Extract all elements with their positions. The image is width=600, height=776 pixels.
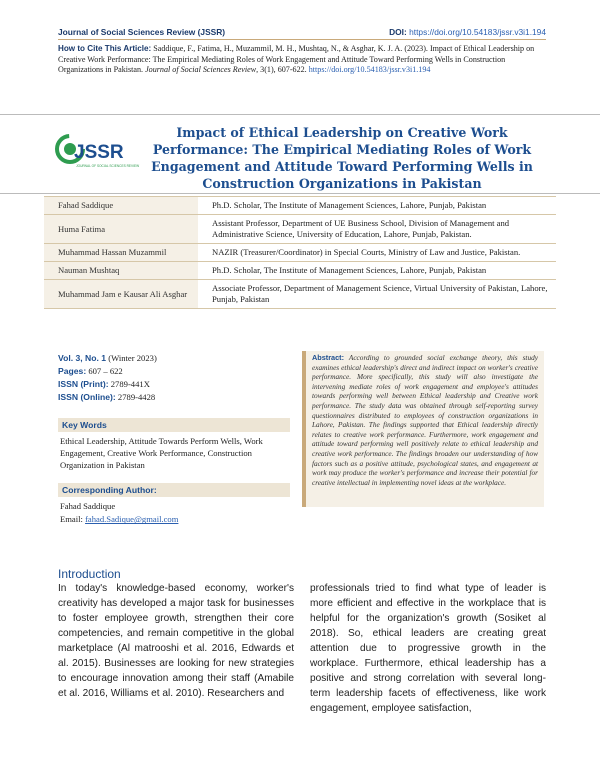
authors-table bbox=[44, 196, 556, 309]
author-affiliation: Assistant Professor, Department of UE Business School, Division of Management and Administrative Science, University of Education, Lahore, Punjab, Pakistan. bbox=[198, 215, 556, 244]
volume-label: Vol. 3, No. 1 bbox=[58, 353, 107, 363]
author-affiliation: Associate Professor, Department of Management Science, Virtual University of Pakistan, Lahore, Punjab, Pakistan bbox=[198, 280, 556, 309]
logo-text: JSSR bbox=[74, 142, 124, 163]
jssr-logo bbox=[54, 125, 140, 181]
article-title: Impact of Ethical Leadership on Creative Work Performance: The Empirical Mediating Roles of Work Engagement and Attitude Toward Performing Wells in Construction Organizations in Pakistan bbox=[151, 125, 533, 191]
author-name: Muhammad Jam e Kausar Ali Asghar bbox=[44, 280, 198, 309]
issn-print-label: ISSN (Print): bbox=[58, 379, 109, 389]
corresponding-info bbox=[58, 497, 290, 526]
author-row bbox=[44, 215, 556, 244]
running-header bbox=[58, 24, 546, 40]
article-meta bbox=[58, 350, 290, 404]
issn-online-label: ISSN (Online): bbox=[58, 392, 116, 402]
logo-subtext: JOURNAL OF SOCIAL SCIENCES REVIEW bbox=[76, 164, 140, 168]
pages-label: Pages: bbox=[58, 366, 87, 376]
citation-block bbox=[58, 44, 548, 76]
citation-link[interactable]: https://doi.org/10.54183/jssr.v3i1.194 bbox=[308, 65, 431, 75]
author-row bbox=[44, 244, 556, 262]
author-affiliation: NAZIR (Treasurer/Coordinator) in Special Courts, Ministry of Law and Justice, Pakistan. bbox=[198, 244, 556, 262]
email-label: Email: bbox=[60, 514, 86, 525]
abstract-label: Abstract: bbox=[312, 353, 345, 362]
author-name: Muhammad Hassan Muzammil bbox=[44, 244, 198, 262]
author-row bbox=[44, 262, 556, 280]
corresponding-name: Fahad Saddique bbox=[60, 501, 116, 512]
citation-label: How to Cite This Article: bbox=[58, 44, 152, 53]
author-affiliation: Ph.D. Scholar, The Institute of Management Sciences, Lahore, Punjab, Pakistan bbox=[198, 197, 556, 215]
pages-value: 607 – 622 bbox=[86, 366, 123, 376]
doi-link[interactable]: https://doi.org/10.54183/jssr.v3i1.194 bbox=[409, 27, 546, 37]
author-row bbox=[44, 197, 556, 215]
keywords-heading: Key Words bbox=[58, 418, 290, 432]
section-heading-introduction: Introduction bbox=[58, 567, 121, 581]
author-name: Nauman Mushtaq bbox=[44, 262, 198, 280]
citation-pages: , 3(1), 607-622. bbox=[256, 65, 307, 75]
author-affiliation: Ph.D. Scholar, The Institute of Management Sciences, Lahore, Punjab, Pakistan bbox=[198, 262, 556, 280]
doi-label: DOI: bbox=[389, 27, 407, 37]
author-row bbox=[44, 280, 556, 309]
doi bbox=[389, 27, 546, 37]
author-name: Huma Fatima bbox=[44, 215, 198, 244]
article-info-column bbox=[58, 350, 290, 526]
author-name: Fahad Saddique bbox=[44, 197, 198, 215]
keywords-text: Ethical Leadership, Attitude Towards Perform Wells, Work Engagement, Creative Work Performance, Construction Organization in Pakistan bbox=[60, 436, 263, 470]
intro-paragraph-right: professionals tried to find what type of leader is more efficient and effective in the workplace that is helpful for the organization's growth (Sosiket al 2018). So, ethical leaders are creating great attention due to progressive growth in the workplace. Furthermore, ethical leadership has a positive and strong correlation with several long-term leadership facets of effectiveness, like work engagement, employee satisfaction, bbox=[310, 583, 546, 714]
title-banner bbox=[0, 114, 600, 194]
journal-name: Journal of Social Sciences Review (JSSR) bbox=[58, 27, 226, 37]
citation-journal: Journal of Social Sciences Review bbox=[145, 65, 257, 75]
intro-paragraph-left: In today's knowledge-based economy, worker's creativity has developed a major task for businesses to foster employee growth, strengthen their core competencies, and remain competitive in the global marketplace (Al matrooshi et al. 2016, Edwards et al. 2015). Businesses are looking for new strategies to encourage innovation among their staff (Amabile et al. 2016, Williams et al. 2010). Researchers and bbox=[58, 583, 294, 699]
abstract-box bbox=[302, 351, 544, 507]
email-link[interactable]: fahad.Sadique@gmail.com bbox=[85, 514, 179, 525]
abstract-text: According to grounded social exchange theory, this study examines ethical leadership's direct and indirect impact on worker's creative performance. More specifically, this study will also investigate the intervening mediate roles of work engagement and employee's attitudes towards performing well between Ethical leadership and Creative work performance. The study data was obtained through self-reporting survey questionnaires distributed to employees of construction organizations in Lahore, Pakistan. The findings supported that Ethical leadership directly relates to creative work performance. Furthermore, work engagement and attitude toward performing well positively relate to ethical leadership and creative work performance. The findings broaden our understanding of how factors such as a positive attitude, psychological states, and engagement at work may produce the worker's performance and increase their potential for creative intellectual in implementing novel ideas at the workplace. bbox=[312, 353, 538, 487]
corresponding-heading: Corresponding Author: bbox=[58, 483, 290, 497]
issn-online-value: 2789-4428 bbox=[115, 392, 156, 402]
issn-print-value: 2789-441X bbox=[108, 379, 150, 389]
volume-value: (Winter 2023) bbox=[106, 353, 157, 363]
citation-text: Saddique, F., Fatima, H., Muzammil, M. H., Mushtaq, N., & Asghar, K. J. A. (2023). Impact of Ethical Leadership on Creative Work Performance: The Empirical Mediating Roles of Work Engagement and Attitude Toward Performing Wells in Construction Organizations in Pakistan. bbox=[58, 44, 535, 75]
